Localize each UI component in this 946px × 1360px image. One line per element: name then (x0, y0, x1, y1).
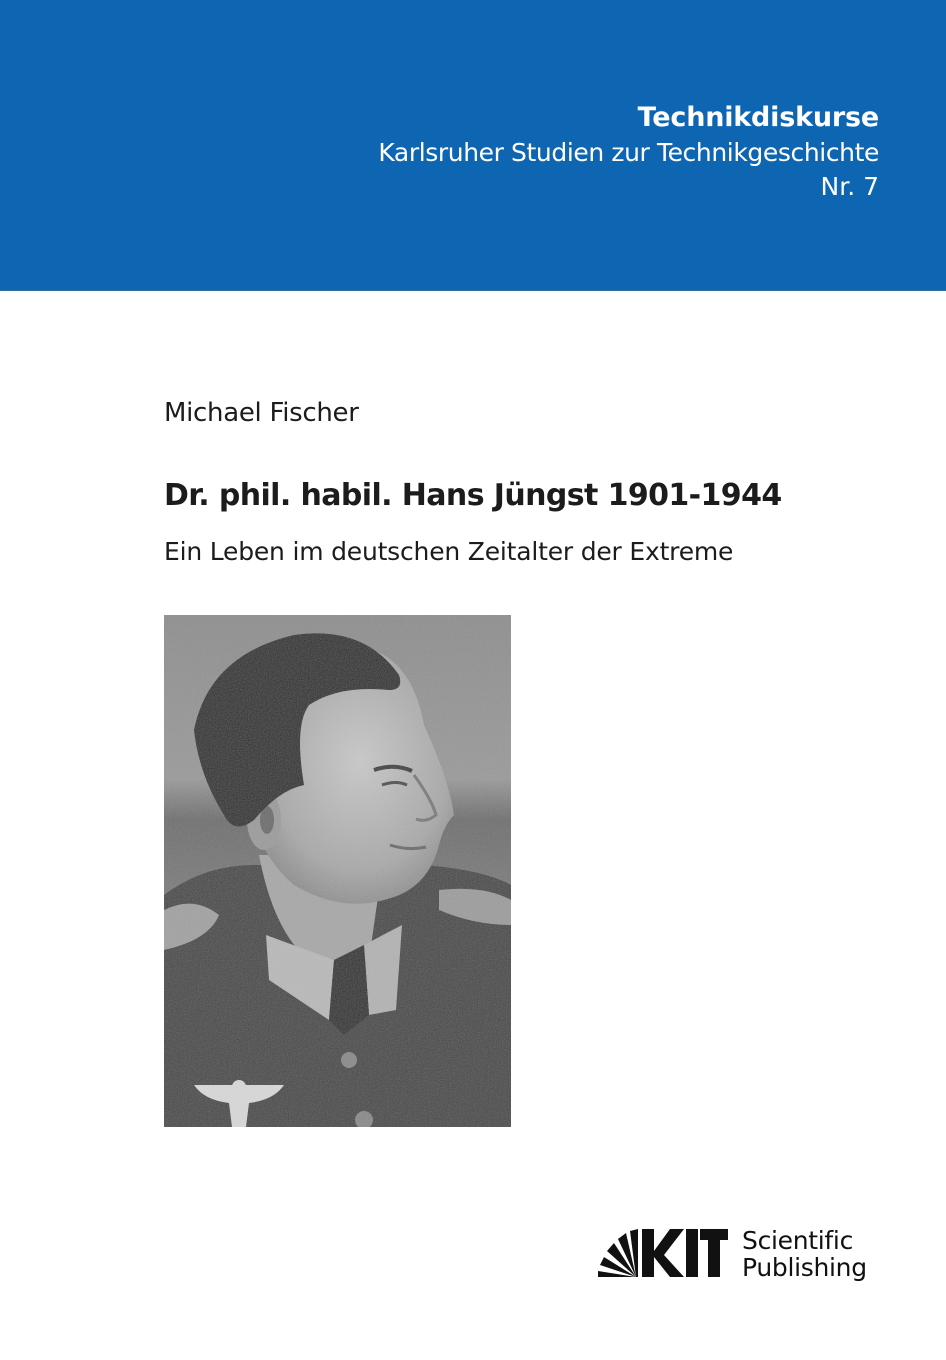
portrait-image-icon (164, 615, 511, 1127)
series-header-band (0, 0, 946, 291)
publisher-line2: Publishing (742, 1253, 867, 1282)
series-subtitle: Karlsruher Studien zur Technikgeschichte (378, 138, 879, 167)
series-info (378, 100, 879, 204)
series-name: Technikdiskurse (637, 102, 879, 133)
series-number: Nr. 7 (820, 172, 879, 201)
publisher-line1: Scientific (742, 1226, 854, 1255)
book-title: Dr. phil. habil. Hans Jüngst 1901-1944 (164, 478, 782, 513)
publisher-logo (598, 1226, 867, 1282)
book-subtitle: Ein Leben im deutschen Zeitalter der Extreme (164, 537, 734, 566)
book-author: Michael Fischer (164, 398, 359, 428)
publisher-name (742, 1227, 867, 1281)
cover-portrait-photo (164, 615, 511, 1127)
kit-logo-icon (598, 1229, 728, 1279)
